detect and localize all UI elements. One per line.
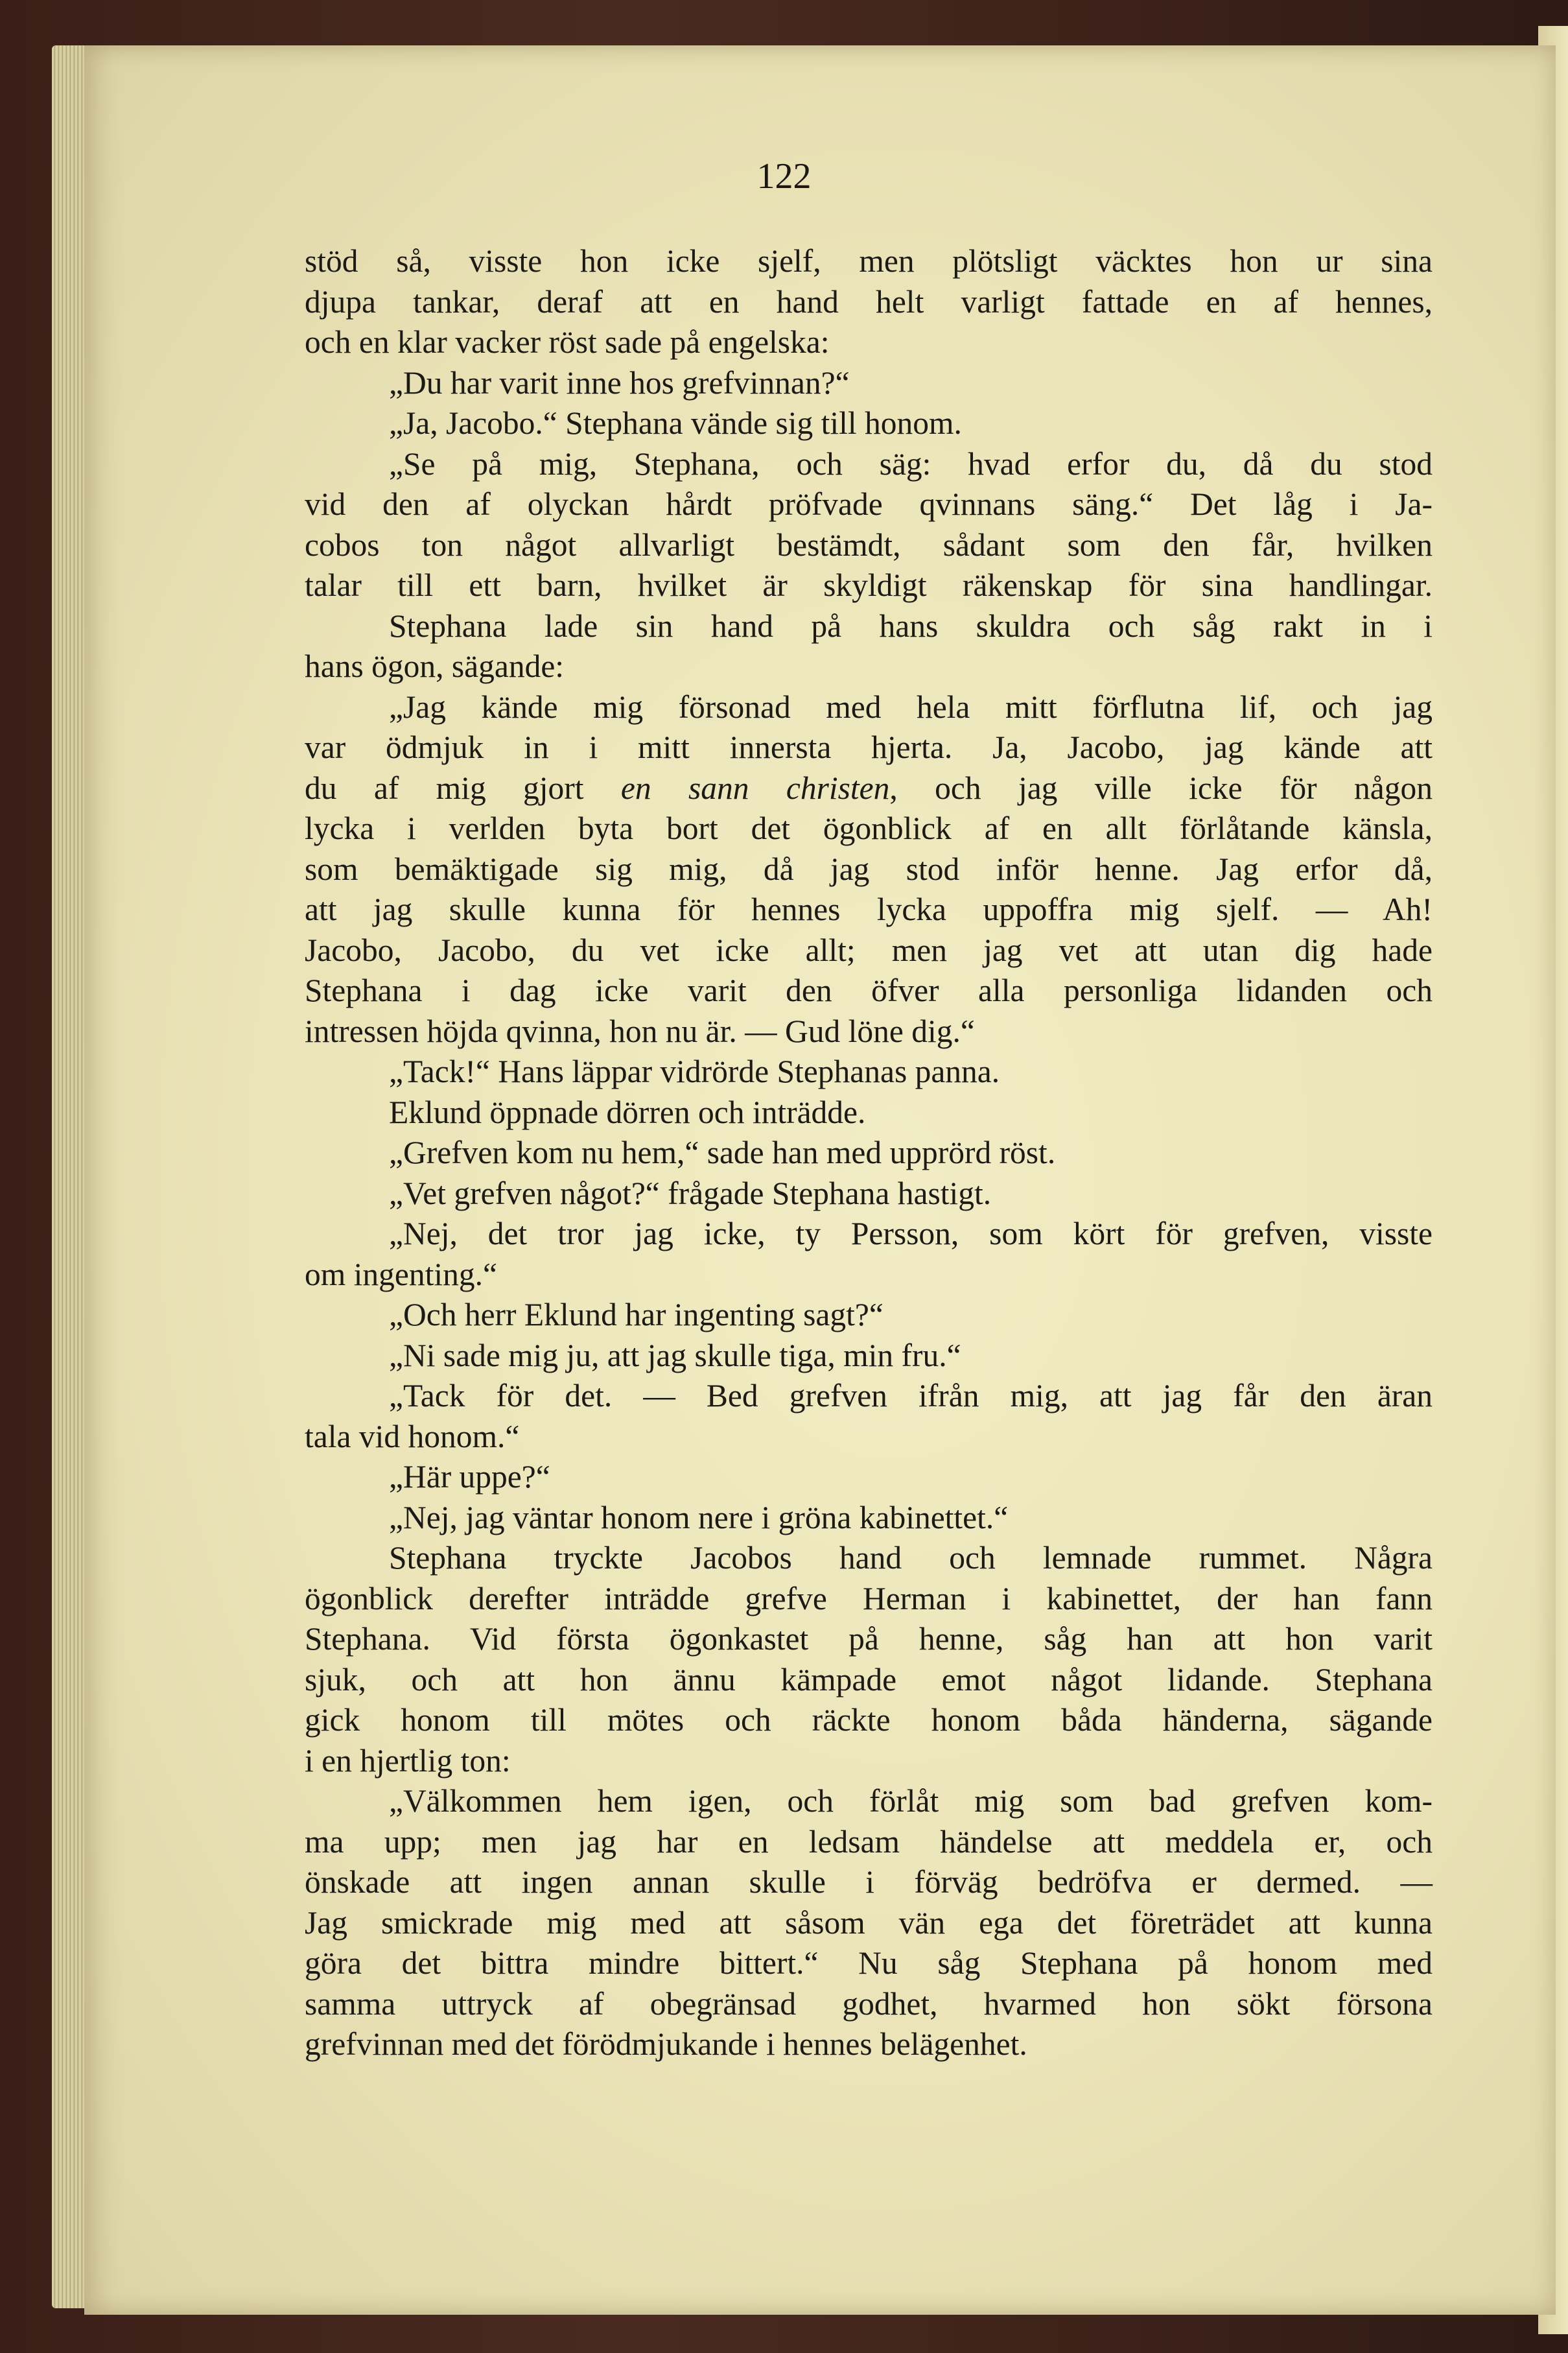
text-line: lycka i verlden byta bort det ögonblick af en allt förlåtande känsla, xyxy=(305,810,1433,846)
text-line: talar till ett barn, hvilket är skyldigt räkenskap för sina handlingar. xyxy=(305,567,1433,603)
text-line: „Tack!“ Hans läppar vidrörde Stephanas panna. xyxy=(389,1054,1000,1089)
text-line: Jacobo, Jacobo, du vet icke allt; men jag vet att utan dig hade xyxy=(305,932,1433,968)
text-line: samma uttryck af obegränsad godhet, hvarmed hon sökt försona xyxy=(305,1985,1433,2022)
text-line: önskade att ingen annan skulle i förväg bedröfva er dermed. — xyxy=(305,1864,1433,1900)
text-line: „Nej, jag väntar honom nere i gröna kabinettet.“ xyxy=(389,1499,1009,1535)
text-line: grefvinnan med det förödmjukande i hennes belägenhet. xyxy=(305,2026,1027,2062)
text-line: „Välkommen hem igen, och förlåt mig som bad grefven kom- xyxy=(389,1783,1433,1819)
text-line: vid den af olyckan hårdt pröfvade qvinnans säng.“ Det låg i Ja- xyxy=(305,486,1433,522)
text-line: djupa tankar, deraf att en hand helt varligt fattade en af hennes, xyxy=(305,283,1433,320)
text-line: Stephana lade sin hand på hans skuldra och såg rakt in i xyxy=(389,608,1433,644)
text-line: „Vet grefven något?“ frågade Stephana hastigt. xyxy=(389,1175,992,1211)
emphasized-text: en sann christen xyxy=(620,770,890,806)
page-number: 122 xyxy=(756,156,812,196)
text-line: stöd så, visste hon icke sjelf, men plötsligt väcktes hon ur sina xyxy=(305,243,1433,279)
text-line: Eklund öppnade dörren och inträdde. xyxy=(389,1094,866,1130)
text-segment: , och jag ville icke för någon xyxy=(889,770,1433,806)
text-line: om ingenting.“ xyxy=(305,1256,497,1292)
text-line: gick honom till mötes och räckte honom båda händerna, sägande xyxy=(305,1702,1433,1738)
text-line: ögonblick derefter inträdde grefve Herman i kabinettet, der han fann xyxy=(305,1580,1433,1616)
text-line: cobos ton något allvarligt bestämdt, sådant som den får, hvilken xyxy=(305,526,1433,563)
text-line: göra det bittra mindre bittert.“ Nu såg Stephana på honom med xyxy=(305,1945,1433,1981)
page-text xyxy=(305,241,1433,2065)
text-line: „Ja, Jacobo.“ Stephana vände sig till honom. xyxy=(389,405,962,441)
text-line: sjuk, och att hon ännu kämpade emot något lidande. Stephana xyxy=(305,1661,1433,1697)
text-line: ma upp; men jag har en ledsam händelse att meddela er, och xyxy=(305,1823,1433,1860)
text-line: „Se på mig, Stephana, och säg: hvad erfor du, då du stod xyxy=(389,445,1433,482)
text-line: „Ni sade mig ju, att jag skulle tiga, min fru.“ xyxy=(389,1337,961,1373)
text-line: tala vid honom.“ xyxy=(305,1418,520,1454)
text-line: „Nej, det tror jag icke, ty Persson, som kört för grefven, visste xyxy=(389,1216,1433,1251)
text-line: som bemäktigade sig mig, då jag stod inför henne. Jag erfor då, xyxy=(305,851,1433,887)
text-line: „Grefven kom nu hem,“ sade han med upprörd röst. xyxy=(389,1135,1056,1170)
text-segment: du af mig gjort xyxy=(305,770,621,806)
text-line: och en klar vacker röst sade på engelska: xyxy=(305,324,830,360)
text-line: „Jag kände mig försonad med hela mitt förflutna lif, och jag xyxy=(389,689,1433,725)
text-line: var ödmjuk in i mitt innersta hjerta. Ja, Jacobo, jag kände att xyxy=(305,729,1433,765)
text-line: „Och herr Eklund har ingenting sagt?“ xyxy=(389,1297,883,1332)
text-line: i en hjertlig ton: xyxy=(305,1742,511,1779)
text-line: att jag skulle kunna för hennes lycka uppoffra mig sjelf. — Ah! xyxy=(305,892,1433,927)
text-line: Jag smickrade mig med att såsom vän ega det företrädet att kunna xyxy=(305,1904,1433,1941)
text-line xyxy=(305,768,1433,809)
text-line: „Här uppe?“ xyxy=(389,1459,550,1495)
text-line: Stephana i dag icke varit den öfver alla personliga lidanden och xyxy=(305,973,1433,1008)
text-line: „Du har varit inne hos grefvinnan?“ xyxy=(389,364,850,401)
text-line: Stephana tryckte Jacobos hand och lemnade rummet. Några xyxy=(389,1540,1433,1576)
text-line: hans ögon, sägande: xyxy=(305,648,565,684)
text-line: „Tack för det. — Bed grefven ifrån mig, att jag får den äran xyxy=(389,1378,1433,1413)
text-line: intressen höjda qvinna, hon nu är. — Gud löne dig.“ xyxy=(305,1013,975,1049)
text-line: Stephana. Vid första ögonkastet på henne, såg han att hon varit xyxy=(305,1621,1433,1657)
